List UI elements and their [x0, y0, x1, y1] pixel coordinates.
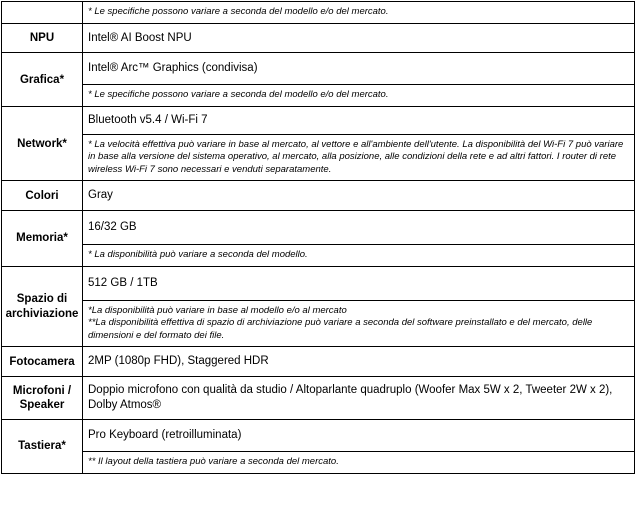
table-row	[2, 2, 635, 24]
table-row	[2, 23, 635, 53]
row-value-cell	[83, 266, 635, 347]
row-note: ** Il layout della tastiera può variare a seconda del mercato.	[83, 451, 634, 473]
row-value-cell	[83, 53, 635, 106]
row-label: Spazio di archiviazione	[2, 266, 83, 347]
row-note: *La disponibilità può variare in base al modello e/o al mercato	[83, 300, 634, 318]
row-value: 512 GB / 1TB	[88, 276, 158, 289]
row-label: NPU	[2, 23, 83, 53]
table-row	[2, 420, 635, 473]
row-value-cell	[83, 377, 635, 420]
row-label: Memoria*	[2, 211, 83, 266]
row-value: 2MP (1080p FHD), Staggered HDR	[88, 355, 269, 368]
row-label: Colori	[2, 181, 83, 211]
row-value: Bluetooth v5.4 / Wi-Fi 7	[88, 113, 208, 126]
table-row	[2, 347, 635, 377]
table-row	[2, 181, 635, 211]
row-value-cell	[83, 211, 635, 266]
row-note: **La disponibilità effettiva di spazio di archiviazione può variare a seconda del software preinstallato e del mercato, delle dimensioni e del formato dei file.	[88, 317, 593, 341]
row-note: * La disponibilità può variare a seconda del modello.	[83, 244, 634, 266]
row-value: Intel® AI Boost NPU	[88, 31, 192, 44]
row-note: * Le specifiche possono variare a seconda del modello e/o del mercato.	[88, 6, 389, 17]
row-value-cell	[83, 106, 635, 181]
table-row	[2, 53, 635, 106]
row-label: Grafica*	[2, 53, 83, 106]
row-label: Tastiera*	[2, 420, 83, 473]
specifications-table	[1, 1, 635, 474]
row-value: 16/32 GB	[88, 221, 137, 234]
row-value: Pro Keyboard (retroilluminata)	[88, 429, 242, 442]
row-note: * La velocità effettiva può variare in base al mercato, al vettore e all'ambiente dell'utente. La disponibilità del Wi-Fi 7 può variare in base alla versione del sistema operativo, al mercato, alla posizione, alle condizioni della rete e ad altri fattori. I router di rete wireless Wi-Fi 7 sono necessari e venduti separatamente.	[83, 134, 634, 181]
table-row	[2, 211, 635, 266]
row-note: * Le specifiche possono variare a seconda del modello e/o del mercato.	[83, 84, 634, 106]
table-row	[2, 266, 635, 347]
row-value: Gray	[88, 189, 113, 202]
row-value-cell	[83, 347, 635, 377]
row-label: Microfoni / Speaker	[2, 377, 83, 420]
row-label: Fotocamera	[2, 347, 83, 377]
row-value: Doppio microfono con qualità da studio / Altoparlante quadruplo (Woofer Max 5W x 2, Tweeter 2W x 2), Dolby Atmos®	[88, 384, 613, 412]
row-value-cell	[83, 23, 635, 53]
row-label: Network*	[2, 106, 83, 181]
table-row	[2, 106, 635, 181]
row-value: Intel® Arc™ Graphics (condivisa)	[88, 62, 258, 75]
table-row	[2, 377, 635, 420]
row-label	[2, 2, 83, 24]
row-value-cell	[83, 420, 635, 473]
row-value-cell	[83, 2, 635, 24]
row-value-cell	[83, 181, 635, 211]
